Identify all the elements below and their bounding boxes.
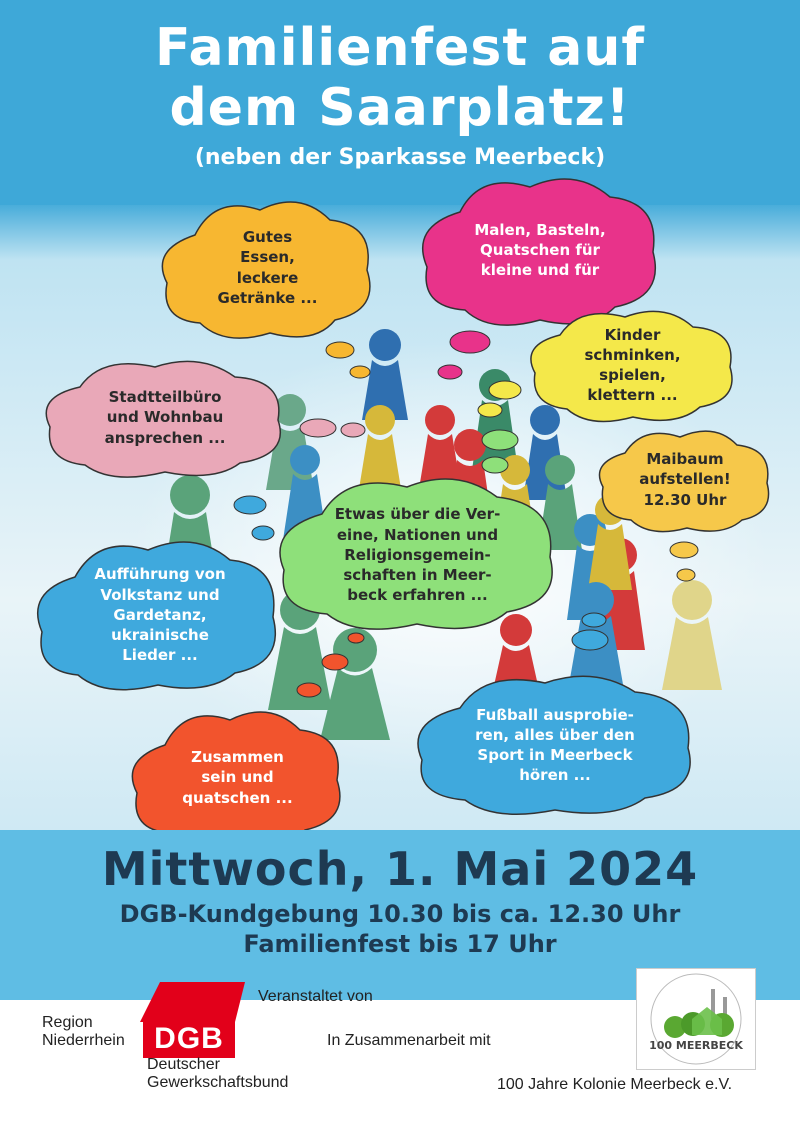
dgb-full-name: Deutscher Gewerkschaftsbund	[147, 1056, 289, 1091]
event-date: Mittwoch, 1. Mai 2024	[101, 842, 699, 896]
subtitle: (neben der Sparkasse Meerbeck)	[194, 145, 606, 170]
kolonie-label: 100 Jahre Kolonie Meerbeck e.V.	[497, 1076, 733, 1093]
meerbeck-logo	[636, 968, 756, 1070]
familienfest-time: Familienfest bis 17 Uhr	[243, 930, 557, 958]
cloud-maibaum-text: Maibaum aufstellen! 12.30 Uhr	[639, 450, 731, 509]
dgb-logo-text: DGB	[143, 1020, 235, 1058]
cloud-stadtteil-text: Stadtteilbüro und Wohnbau ansprechen ...	[104, 388, 226, 447]
veranstaltet-label: Veranstaltet von	[258, 988, 373, 1005]
cloud-fussball-text: Fußball ausprobie- ren, alles über den Sport in Meerbeck hören ...	[475, 705, 635, 785]
kundgebung-time: DGB-Kundgebung 10.30 bis ca. 12.30 Uhr	[119, 900, 681, 928]
cloud-malen-text: Malen, Basteln, Quatschen für kleine und für	[474, 220, 606, 280]
cloud-essen-text: Gutes Essen, leckere Getränke ...	[217, 228, 318, 307]
title-line-2: dem Saarplatz!	[169, 78, 631, 138]
title-line-1: Familienfest auf	[154, 18, 646, 78]
meerbeck-logo-text: 100 MEERBECK	[649, 1039, 743, 1052]
cloud-vereine-text: Etwas über die Ver- eine, Nationen und Religionsgemein- schaften in Meer- beck erfahren ...	[334, 505, 501, 605]
dgb-region: Region Niederrhein	[42, 1014, 125, 1049]
cloud-tanz-text: Aufführung von Volkstanz und Gardetanz, ukrainische Lieder ...	[94, 565, 226, 665]
cloud-kinder-text: Kinder schminken, spielen, klettern ...	[584, 325, 681, 405]
cloud-zusammen-text: Zusammen sein und quatschen ...	[182, 748, 293, 807]
zusammenarbeit-label: In Zusammenarbeit mit	[327, 1032, 491, 1049]
